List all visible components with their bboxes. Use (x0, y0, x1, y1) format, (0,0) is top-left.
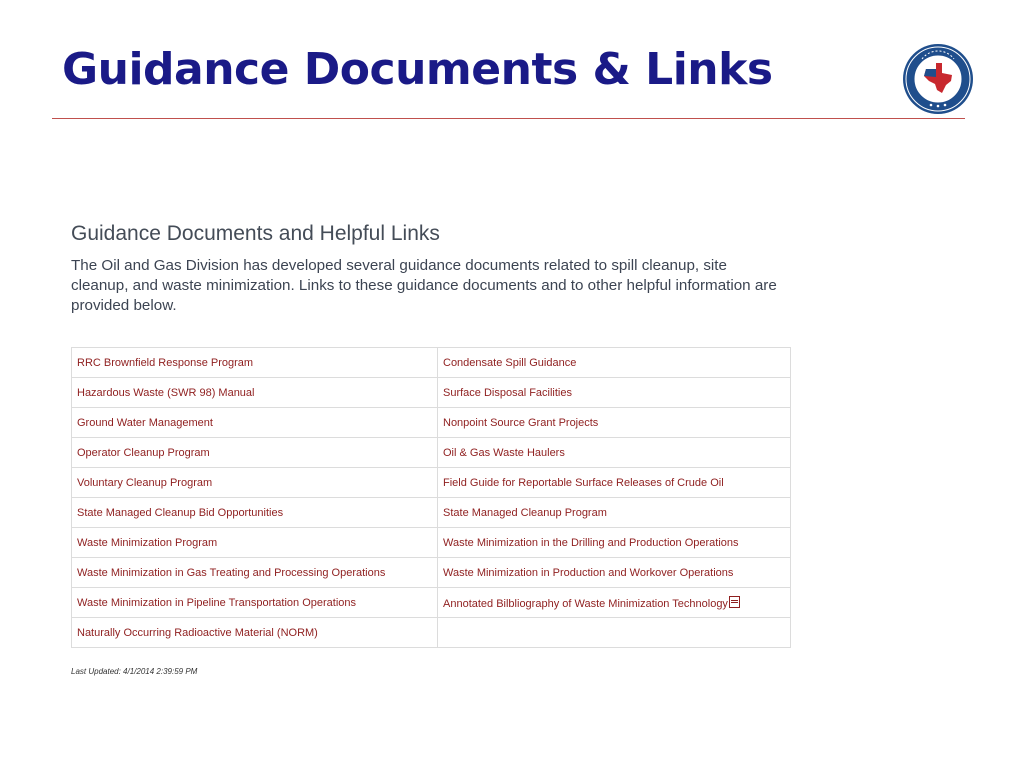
table-row (72, 498, 791, 528)
table-cell (438, 348, 791, 378)
table-cell (438, 588, 791, 618)
link-waste-min-pipeline[interactable]: Waste Minimization in Pipeline Transportation Operations (77, 596, 357, 609)
link-field-guide-crude-oil[interactable]: Field Guide for Reportable Surface Releases of Crude Oil (443, 476, 724, 489)
link-cleanup-bid-opportunities[interactable]: State Managed Cleanup Bid Opportunities (77, 506, 284, 519)
link-norm[interactable]: Naturally Occurring Radioactive Material (NORM) (77, 626, 318, 639)
table-row (72, 528, 791, 558)
table-row (72, 378, 791, 408)
table-cell (72, 348, 438, 378)
link-ground-water-management[interactable]: Ground Water Management (77, 416, 213, 429)
table-row (72, 438, 791, 468)
table-row (72, 468, 791, 498)
table-cell-empty (438, 618, 791, 648)
last-updated-text: Last Updated: 4/1/2014 2:39:59 PM (71, 667, 198, 676)
table-cell (438, 468, 791, 498)
link-rrc-brownfield[interactable]: RRC Brownfield Response Program (77, 356, 254, 369)
link-operator-cleanup[interactable]: Operator Cleanup Program (77, 446, 210, 459)
table-cell (438, 408, 791, 438)
link-waste-min-workover[interactable]: Waste Minimization in Production and Workover Operations (443, 566, 734, 579)
table-cell (438, 438, 791, 468)
table-cell (72, 438, 438, 468)
slide-title: Guidance Documents & Links (62, 44, 773, 95)
table-row (72, 588, 791, 618)
link-hazardous-waste-manual[interactable]: Hazardous Waste (SWR 98) Manual (77, 386, 255, 399)
table-row (72, 348, 791, 378)
table-cell (438, 558, 791, 588)
table-cell (72, 528, 438, 558)
link-condensate-spill-guidance[interactable]: Condensate Spill Guidance (443, 356, 577, 369)
link-voluntary-cleanup[interactable]: Voluntary Cleanup Program (77, 476, 213, 489)
table-cell (72, 558, 438, 588)
link-nonpoint-source-grant[interactable]: Nonpoint Source Grant Projects (443, 416, 599, 429)
table-cell (438, 498, 791, 528)
table-row (72, 408, 791, 438)
title-divider (52, 118, 965, 119)
table-cell (72, 408, 438, 438)
link-surface-disposal-facilities[interactable]: Surface Disposal Facilities (443, 386, 572, 399)
links-table (71, 347, 791, 648)
table-row (72, 558, 791, 588)
table-cell (438, 378, 791, 408)
link-annotated-bibliography[interactable]: Annotated Bilbliography of Waste Minimization Technology (443, 597, 728, 610)
pdf-document-icon[interactable] (729, 596, 740, 608)
railroad-commission-seal-icon (902, 43, 974, 115)
intro-paragraph: The Oil and Gas Division has developed several guidance documents related to spill cleanup, site cleanup, and waste minimization. Links to these guidance documents and to other helpful information are provided below. (71, 257, 777, 314)
table-cell (72, 588, 438, 618)
link-waste-min-drilling[interactable]: Waste Minimization in the Drilling and Production Operations (443, 536, 739, 549)
table-cell (72, 468, 438, 498)
table-cell (72, 618, 438, 648)
table-cell (438, 528, 791, 558)
link-waste-min-gas-treating[interactable]: Waste Minimization in Gas Treating and Processing Operations (77, 566, 386, 579)
table-cell (72, 498, 438, 528)
table-row (72, 618, 791, 648)
table-cell (72, 378, 438, 408)
link-state-managed-cleanup[interactable]: State Managed Cleanup Program (443, 506, 607, 519)
link-waste-haulers[interactable]: Oil & Gas Waste Haulers (443, 446, 565, 459)
guidance-content (71, 222, 791, 316)
link-waste-minimization-program[interactable]: Waste Minimization Program (77, 536, 218, 549)
section-heading: Guidance Documents and Helpful Links (71, 222, 440, 245)
